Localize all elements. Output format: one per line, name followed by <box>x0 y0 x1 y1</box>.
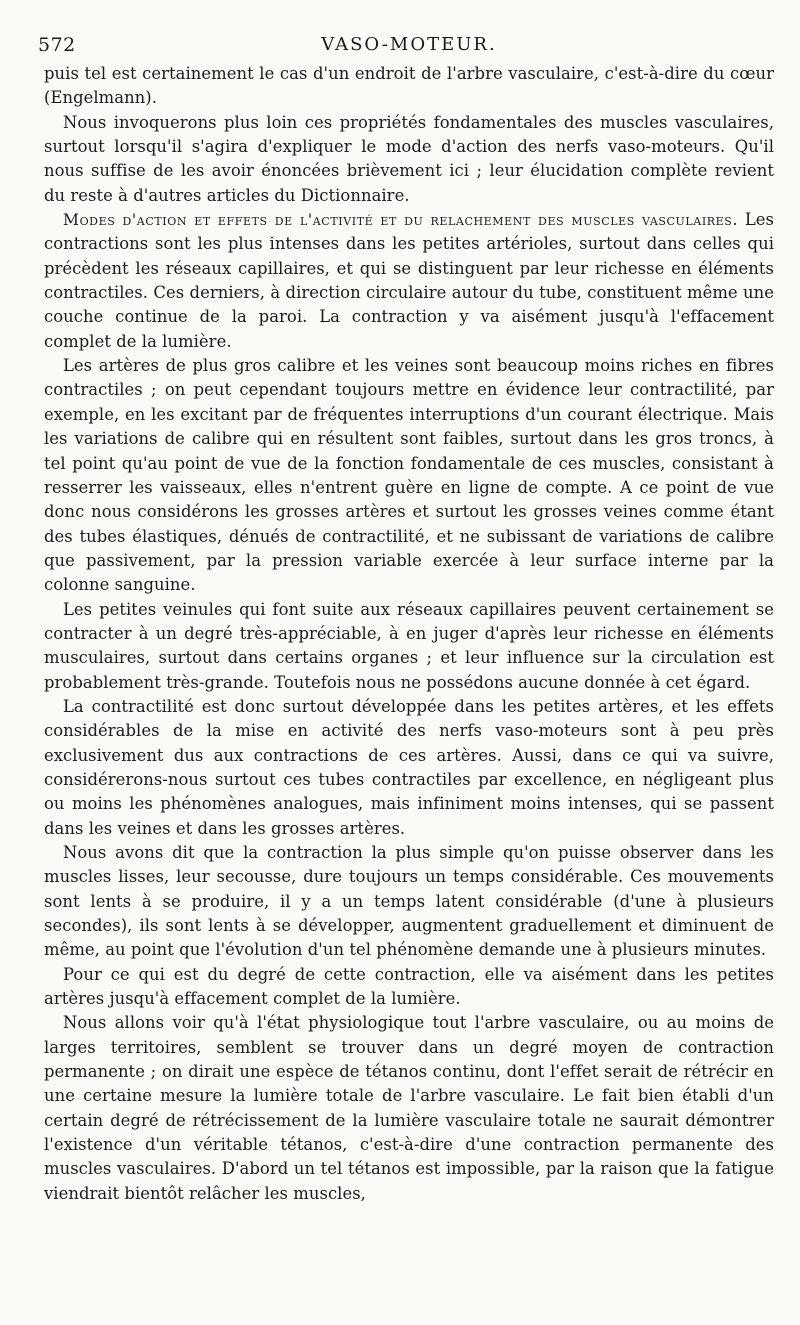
paragraph: Nous avons dit que la contraction la plus simple qu'on puisse observer dans les muscles lisses, leur secousse, dure toujours un temps considérable. Ces mouvements sont lents à se produire, il y a un temps latent considérable (d'une à plusieurs secondes), ils sont lents à se développer, augmentent graduellement et diminuent de même, au point que l'évolution d'un tel phénomène demande une à plusieurs minutes. <box>44 843 774 960</box>
paragraph: puis tel est certainement le cas d'un endroit de l'arbre vasculaire, c'est-à-dire du cœur (Engelmann). <box>44 64 774 108</box>
paragraph: La contractilité est donc surtout développée dans les petites artères, et les effets considérables de la mise en activité des nerfs vaso-moteurs sont à peu près exclusivement dus aux contractions de ces artères. Aussi, dans ce qui va suivre, considérerons-nous surtout ces tubes contractiles par excellence, en négligeant plus ou moins les phénomènes analogues, mais infiniment moins intenses, qui se passent dans les veines et dans les grosses artères. <box>44 696 774 838</box>
paragraph: Nous allons voir qu'à l'état physiologique tout l'arbre vasculaire, ou au moins de larges territoires, semblent se trouver dans un degré moyen de contraction permanente ; on dirait une espèce de tétanos continu, dont l'effet serait de rétrécir en une certaine mesure la lumière totale de l'arbre vasculaire. Le fait bien établi d'un certain degré de rétrécissement de la lumière vasculaire totale ne saurait démontrer l'existence d'un véritable tétanos, c'est-à-dire d'une contraction permanente des muscles vasculaires. D'abord un tel tétanos est impossible, par la raison que la fatigue viendrait bientôt relâcher les muscles, <box>44 1013 774 1203</box>
paragraph: Pour ce qui est du degré de cette contraction, elle va aisément dans les petites artères jusqu'à effacement complet de la lumière. <box>44 964 774 1009</box>
paragraph: Les petites veinules qui font suite aux réseaux capillaires peuvent certainement se contracter à un degré très-appréciable, à en juger d'après leur richesse en éléments musculaires, surtout dans certains organes ; et leur influence sur la circulation est probablement très-grande. Toutefois nous ne possédons aucune donnée à cet égard. <box>44 599 774 692</box>
body-text <box>44 62 774 1206</box>
paragraph: Les artères de plus gros calibre et les veines sont beaucoup moins riches en fibres contractiles ; on peut cependant toujours mettre en évidence leur contractilité, par exemple, en les excitant par de fréquentes interruptions d'un courant électrique. Mais les variations de calibre qui en résultent sont faibles, surtout dans les gros troncs, à tel point qu'au point de vue de la fonction fondamentale de ces muscles, consistant à resserrer les vaisseaux, elles n'entrent guère en ligne de compte. A ce point de vue donc nous considérons les grosses artères et surtout les grosses veines comme étant des tubes élastiques, dénués de contractilité, et ne subissant de variations de calibre que passivement, par la pression variable exercée à leur surface interne par la colonne sanguine. <box>44 356 774 595</box>
paragraph-text: Les contractions sont les plus intenses dans les petites artérioles, surtout dans celles qui précèdent les réseaux capillaires, et qui se distinguent par leur richesse en éléments contractiles. Ces derniers, à direction circulaire autour du tube, constituent même une couche continue de la paroi. La contraction y va aisément jusqu'à l'effacement complet de la lumière. <box>44 210 774 351</box>
running-head <box>38 26 774 62</box>
paragraph-with-heading <box>44 208 774 354</box>
paragraph: Nous invoquerons plus loin ces propriétés fondamentales des muscles vasculaires, surtout lorsqu'il s'agira d'expliquer le mode d'action des nerfs vaso-moteurs. Qu'il nous suffise de les avoir énoncées brièvement ici ; leur élucidation complète revient du reste à d'autres articles du Dictionnaire. <box>44 112 774 205</box>
section-heading: Modes d'action et effets de l'activité et du relachement des muscles vasculaires. <box>63 211 739 230</box>
running-title: VASO-MOTEUR. <box>321 34 497 55</box>
page-number: 572 <box>38 34 76 56</box>
